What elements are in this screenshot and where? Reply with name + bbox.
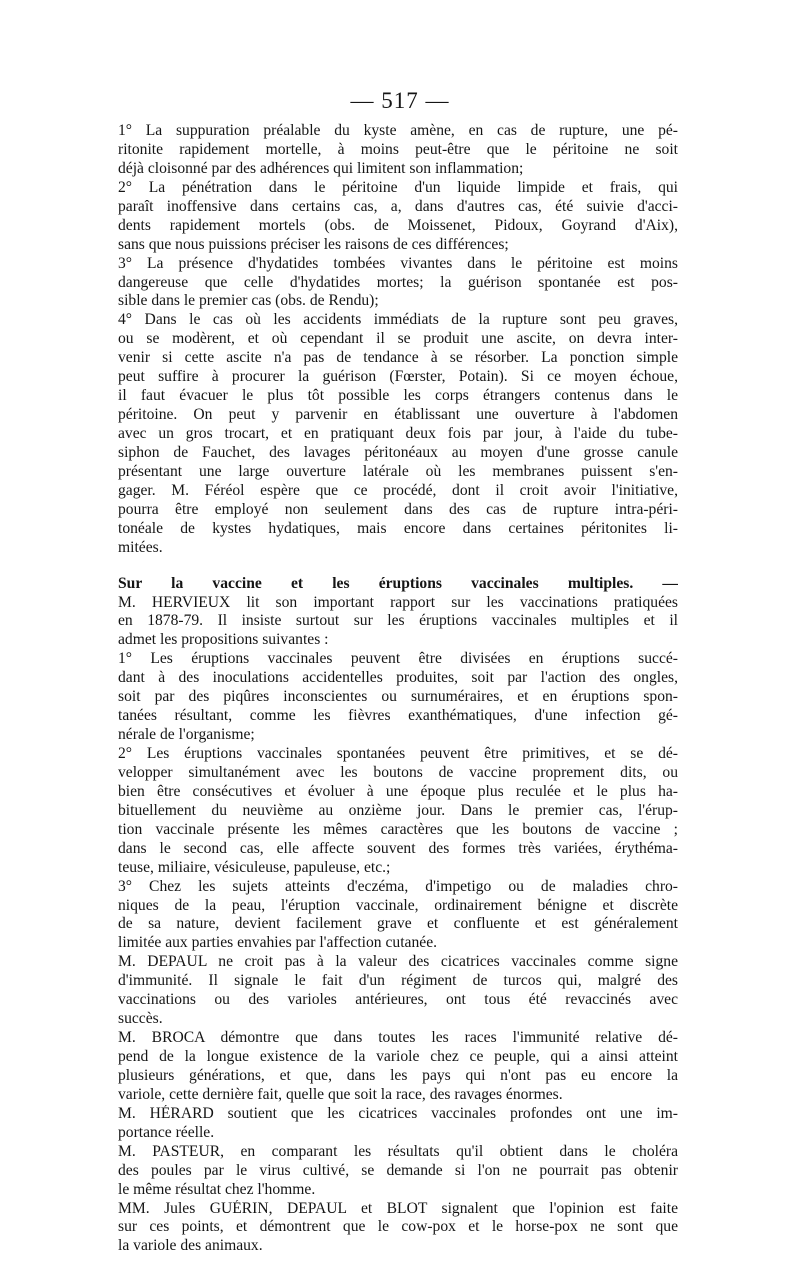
- paragraph-3-line: dangereuse que celle d'hydatides mortes; la guérison spontanée est pos-: [118, 273, 678, 291]
- paragraph-7-line: bituellement du neuvième au onzième jour. Dans le premier cas, l'érup-: [118, 801, 678, 819]
- page-body: [118, 122, 678, 1256]
- paragraph-12-line: le même résultat chez l'homme.: [118, 1180, 316, 1198]
- paragraph-6-line: soit par des piqûres inconscientes ou surnuméraires, et en éruptions spon-: [118, 688, 678, 706]
- paragraph-9-line: d'immunité. Il signale le fait d'un régiment de turcos qui, malgré des: [118, 972, 678, 990]
- paragraph-7-line: teuse, miliaire, vésiculeuse, papuleuse, etc.;: [118, 858, 391, 876]
- paragraph-13-line: MM. Jules GUÉRIN, DEPAUL et BLOT signalent que l'opinion est faite: [118, 1199, 678, 1217]
- paragraph-12-line: M. PASTEUR, en comparant les résultats qu'il obtient dans le choléra: [118, 1142, 678, 1160]
- paragraph-13-line: la variole des animaux.: [118, 1237, 263, 1255]
- paragraph-8-line: de sa nature, devient facilement grave et confluente et est généralement: [118, 915, 678, 933]
- paragraph-4-line: pourra être employé non seulement dans des cas de rupture intra-péri-: [118, 500, 678, 518]
- paragraph-7-line: dans le second cas, elle affecte souvent des formes très variées, érythéma-: [118, 839, 678, 857]
- paragraph-9-line: M. DEPAUL ne croit pas à la valeur des cicatrices vaccinales comme signe: [118, 953, 678, 971]
- paragraph-4-line: mitées.: [118, 538, 163, 556]
- paragraph-4-line: gager. M. Féréol espère que ce procédé, dont il croit avoir l'initiative,: [118, 481, 678, 499]
- paragraph-4-line: 4° Dans le cas où les accidents immédiats de la rupture sont peu graves,: [118, 311, 678, 329]
- paragraph-7-line: velopper simultanément avec les boutons de vaccine proprement dits, ou: [118, 763, 678, 781]
- paragraph-7-line: tion vaccinale présente les mêmes caractères que les boutons de vaccine ;: [118, 820, 678, 838]
- paragraph-4-line: siphon de Fauchet, des lavages péritonéaux au moyen d'une grosse canule: [118, 443, 678, 461]
- paragraph-5-line: M. HERVIEUX lit son important rapport sur les vaccinations pratiquées: [118, 593, 678, 611]
- paragraph-11-line: M. HÉRARD soutient que les cicatrices vaccinales profondes ont une im-: [118, 1104, 678, 1122]
- paragraph-4-line: venir si cette ascite n'a pas de tendance à se résorber. La ponction simple: [118, 349, 678, 367]
- paragraph-9-line: succès.: [118, 1010, 163, 1028]
- paragraph-1-line: déjà cloisonné par des adhérences qui limitent son inflammation;: [118, 159, 524, 177]
- section-heading: Sur la vaccine et les éruptions vaccinales multiples. —: [118, 574, 678, 592]
- paragraph-5-line: en 1878-79. Il insiste surtout sur les éruptions vaccinales multiples et il: [118, 612, 678, 630]
- paragraph-4-line: il faut évacuer le plus tôt possible les corps étrangers contenus dans le: [118, 387, 678, 405]
- paragraph-12-line: des poules par le virus cultivé, se demande si l'on ne pourrait pas obtenir: [118, 1161, 678, 1179]
- page-number: — 517 —: [350, 88, 450, 113]
- paragraph-2-line: paraît inoffensive dans certains cas, a, dans d'autres cas, été suivie d'acci-: [118, 197, 678, 215]
- paragraph-2-line: dents rapidement mortels (obs. de Moissenet, Pidoux, Goyrand d'Aix),: [118, 216, 678, 234]
- paragraph-1-line: ritonite rapidement mortelle, à moins peut-être que le péritoine ne soit: [118, 140, 678, 158]
- paragraph-10-line: pend de la longue existence de la variole chez ce peuple, qui a ainsi atteint: [118, 1048, 678, 1065]
- paragraph-4-line: avec un gros trocart, et en pratiquant deux fois par jour, à l'aide du tube-: [118, 425, 678, 442]
- section-gap: [118, 558, 678, 575]
- paragraph-10-line: M. BROCA démontre que dans toutes les races l'immunité relative dé-: [118, 1029, 678, 1047]
- paragraph-4-line: tonéale de kystes hydatiques, mais encore dans certaines péritonites li-: [118, 519, 678, 537]
- paragraph-3-line: 3° La présence d'hydatides tombées vivantes dans le péritoine est moins: [118, 254, 678, 272]
- paragraph-6-line: 1° Les éruptions vaccinales peuvent être divisées en éruptions succé-: [118, 650, 678, 668]
- paragraph-2-line: sans que nous puissions préciser les raisons de ces différences;: [118, 235, 509, 253]
- paragraph-8-line: limitée aux parties envahies par l'affection cutanée.: [118, 934, 438, 952]
- paragraph-4-line: présentant une large ouverture latérale où les membranes puissent s'en-: [118, 462, 678, 480]
- paragraph-7-line: bien être consécutives et évoluer à une époque plus reculée et le plus ha-: [118, 782, 678, 800]
- paragraph-13-line: sur ces points, et démontrent que le cow-pox et le horse-pox ne sont que: [118, 1218, 678, 1236]
- paragraph-9-line: vaccinations ou des varioles antérieures, ont tous été revaccinés avec: [118, 991, 678, 1009]
- paragraph-10-line: variole, cette dernière fait, quelle que soit la race, des ravages énormes.: [118, 1085, 563, 1103]
- paragraph-8-line: niques de la peau, l'éruption vaccinale, ordinairement bénigne et discrète: [118, 896, 678, 914]
- paragraph-4-line: peut suffire à procurer la guérison (Fœrster, Potain). Si ce moyen échoue,: [118, 368, 678, 386]
- paragraph-10-line: plusieurs générations, et que, dans les pays qui n'ont pas eu encore la: [118, 1066, 678, 1084]
- paragraph-5-line: admet les propositions suivantes :: [118, 631, 329, 649]
- paragraph-4-line: ou se modèrent, et où cependant il se produit une ascite, on devra inter-: [118, 330, 678, 348]
- paragraph-11-line: portance réelle.: [118, 1123, 215, 1141]
- paragraph-1-line: 1° La suppuration préalable du kyste amène, en cas de rupture, une pé-: [118, 122, 678, 139]
- paragraph-7-line: 2° Les éruptions vaccinales spontanées peuvent être primitives, et se dé-: [118, 745, 678, 762]
- paragraph-3-line: sible dans le premier cas (obs. de Rendu);: [118, 292, 379, 310]
- paragraph-6-line: nérale de l'organisme;: [118, 726, 255, 744]
- paragraph-6-line: tanées résultant, comme les fièvres exanthématiques, d'une infection gé-: [118, 707, 678, 725]
- paragraph-4-line: péritoine. On peut y parvenir en établissant une ouverture à l'abdomen: [118, 406, 678, 424]
- paragraph-8-line: 3° Chez les sujets atteints d'eczéma, d'impetigo ou de maladies chro-: [118, 877, 678, 895]
- paragraph-2-line: 2° La pénétration dans le péritoine d'un liquide limpide et frais, qui: [118, 178, 678, 196]
- paragraph-6-line: dant à des inoculations accidentelles produites, soit par l'action des ongles,: [118, 669, 678, 687]
